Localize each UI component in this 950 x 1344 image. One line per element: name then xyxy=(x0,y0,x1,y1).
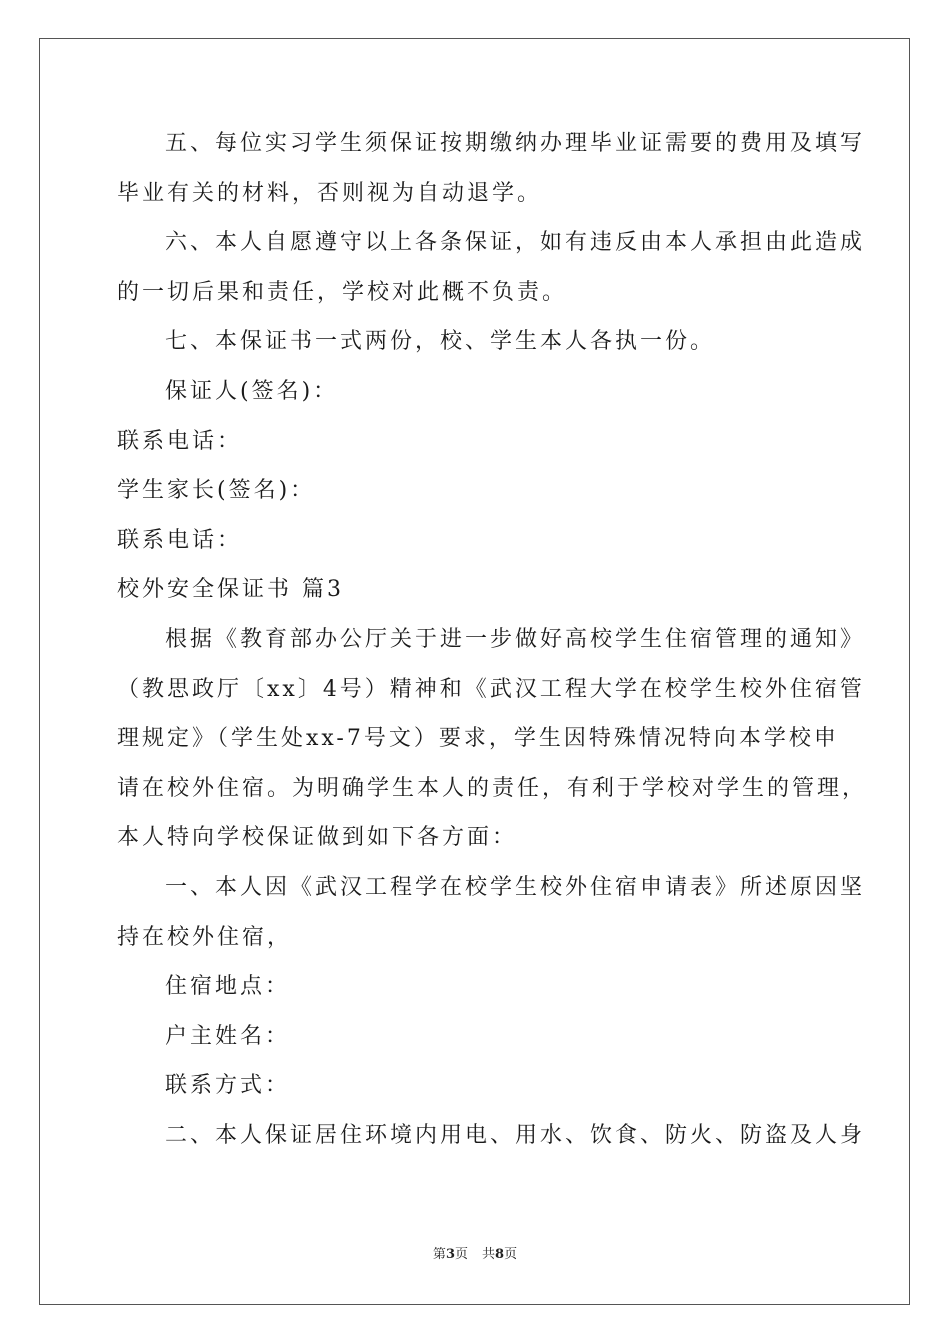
text-line: 联系电话： xyxy=(117,428,243,454)
footer-total-suffix: 页 xyxy=(504,1247,518,1262)
text-line: 五、每位实习学生须保证按期缴纳办理毕业证需要的费用及填写 xyxy=(165,131,866,156)
footer-page-suffix: 页 xyxy=(454,1247,468,1262)
footer-page-current: 3 xyxy=(445,1247,455,1262)
text-line: 理规定》（学生处xx-7号文）要求，学生因特殊情况特向本学校申 xyxy=(117,726,839,752)
text-line: 请在校外住宿。为明确学生本人的责任，有利于学校对学生的管理， xyxy=(117,775,868,801)
footer-page-total: 8 xyxy=(495,1247,505,1262)
text-line: 联系方式： xyxy=(165,1073,291,1099)
text-line: 二、本人保证居住环境内用电、用水、饮食、防火、防盗及人身 xyxy=(165,1123,866,1148)
text-line: 联系电话： xyxy=(117,527,243,553)
text-line: 学生家长(签名)： xyxy=(117,478,316,504)
text-line: 根据《教育部办公厅关于进一步做好高校学生住宿管理的通知》 xyxy=(165,627,866,652)
text-line: 的一切后果和责任，学校对此概不负责。 xyxy=(117,279,568,305)
text-line: 七、本保证书一式两份，校、学生本人各执一份。 xyxy=(165,329,716,355)
page-footer xyxy=(0,1243,950,1262)
text-line: 毕业有关的材料，否则视为自动退学。 xyxy=(117,180,543,206)
text-line: 校外安全保证书 篇3 xyxy=(117,577,344,603)
text-line: 户主姓名： xyxy=(165,1023,291,1049)
text-line: 本人特向学校保证做到如下各方面： xyxy=(117,825,518,851)
text-line: （教思政厅〔xx〕4号）精神和《武汉工程大学在校学生校外住宿管 xyxy=(117,676,865,702)
footer-page-prefix: 第 xyxy=(432,1247,446,1262)
footer-total-prefix: 共 xyxy=(482,1247,496,1262)
text-line: 六、本人自愿遵守以上各条保证，如有违反由本人承担由此造成 xyxy=(165,230,866,256)
text-line: 保证人(签名)： xyxy=(165,379,339,404)
text-line: 持在校外住宿， xyxy=(117,924,293,950)
text-line: 一、本人因《武汉工程学在校学生校外住宿申请表》所述原因坚 xyxy=(165,875,866,900)
text-line: 住宿地点： xyxy=(165,974,291,1000)
